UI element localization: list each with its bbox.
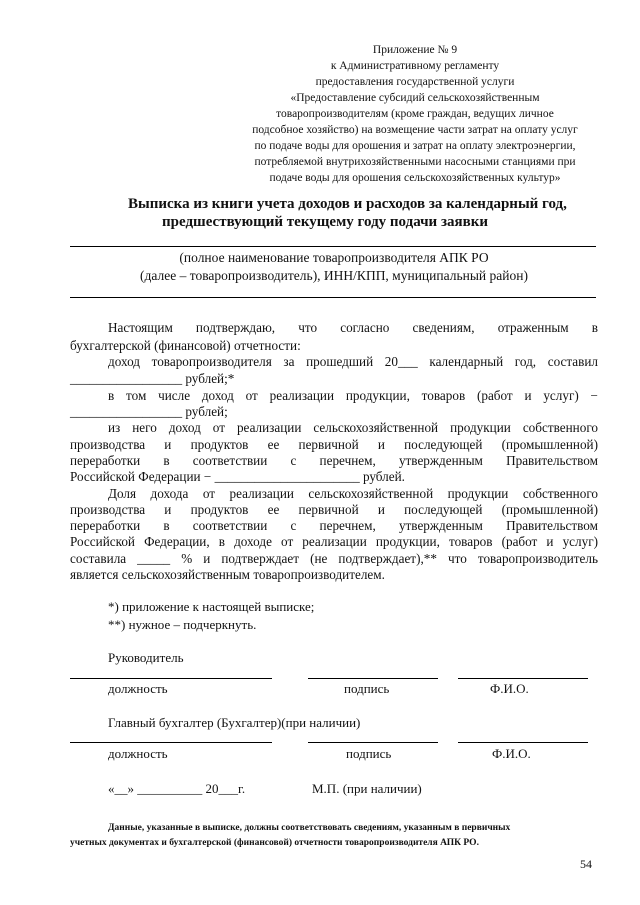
header-line: Приложение № 9 — [372, 44, 458, 56]
body-line: составила _____ % и подтверждает (не подтверждает),** что товаропроизводитель — [70, 551, 598, 566]
accountant-signature-caption: подпись — [346, 746, 392, 761]
footer-note-line2: учетных документах и бухгалтерской (финансовой) отчетности товаропроизводителя АПК РО. — [70, 838, 479, 848]
document-title: Выписка из книги учета доходов и расходов за календарный год, — [128, 196, 567, 212]
header-line: к Административному регламенту — [330, 60, 500, 72]
stamp-placeholder: М.П. (при наличии) — [312, 781, 422, 796]
head-label: Руководитель — [108, 650, 184, 665]
body-line: производства и продуктов ее первичной и последующей (промышленной) — [70, 502, 598, 517]
producer-name-line — [70, 246, 596, 247]
head-fio-caption: Ф.И.О. — [490, 681, 529, 696]
head-position-line — [70, 678, 272, 679]
header-line: «Предоставление субсидий сельскохозяйственным — [290, 92, 540, 104]
footnote-underline: **) нужное – подчеркнуть. — [108, 617, 257, 632]
page-number: 54 — [580, 857, 592, 871]
body-paragraph-2: доход товаропроизводителя за прошедший 20___ календарный год, составил — [108, 354, 598, 369]
head-fio-line — [458, 678, 588, 679]
body-line: бухгалтерской (финансовой) отчетности: — [70, 338, 301, 353]
accountant-signature-line — [308, 742, 438, 743]
body-paragraph-4: из него доход от реализации сельскохозяйственной продукции собственного — [108, 420, 598, 435]
header-line: по подаче воды для орошения и затрат на оплату электроэнергии, — [254, 140, 576, 152]
header-line: предоставления государственной услуги — [315, 76, 515, 88]
head-signature-caption: подпись — [344, 681, 390, 696]
accountant-fio-caption: Ф.И.О. — [492, 746, 531, 761]
body-paragraph-5: Доля дохода от реализации сельскохозяйственной продукции собственного — [108, 486, 598, 501]
head-position-caption: должность — [108, 681, 168, 696]
body-line: Российской Федерации − ______________________ рублей. — [70, 469, 405, 484]
producer-caption: (полное наименование товаропроизводителя АПК РО — [179, 250, 489, 265]
header-line: товаропроизводителям (кроме граждан, ведущих личное — [276, 108, 554, 120]
body-line: производства и продуктов ее первичной и последующей (промышленной) — [70, 437, 598, 452]
accountant-fio-line — [458, 742, 588, 743]
body-line: Российской Федерации, в доходе от реализации продукции, товаров (работ и услуг) — [70, 534, 598, 549]
body-line: переработки в соответствии с перечнем, утвержденным Правительством — [70, 453, 598, 468]
accountant-position-line — [70, 742, 272, 743]
producer-caption-line2: (далее – товаропроизводитель), ИНН/КПП, муниципальный район) — [140, 268, 528, 283]
chief-accountant-label: Главный бухгалтер (Бухгалтер)(при наличии) — [108, 715, 361, 730]
body-line: переработки в соответствии с перечнем, утвержденным Правительством — [70, 518, 598, 533]
footer-note: Данные, указанные в выписке, должны соответствовать сведениям, указанным в первичных — [108, 823, 511, 833]
body-paragraph-3: в том числе доход от реализации продукции, товаров (работ и услуг) − — [108, 388, 598, 403]
accountant-position-caption: должность — [108, 746, 168, 761]
body-line: _________________ рублей; — [70, 404, 228, 419]
producer-details-line — [70, 297, 596, 298]
date-field: «__» __________ 20___г. — [108, 781, 246, 796]
header-line: потребляемой внутрихозяйственными насосными станциями при — [254, 156, 576, 168]
body-paragraph-1: Настоящим подтверждаю, что согласно сведениям, отраженным в — [108, 320, 598, 335]
body-line: является сельскохозяйственным товаропроизводителем. — [70, 567, 385, 582]
body-line: _________________ рублей;* — [70, 371, 235, 386]
header-line: подаче воды для орошения сельскохозяйственных культур» — [269, 172, 561, 184]
header-line: подсобное хозяйство) на возмещение части затрат на оплату услуг — [252, 124, 578, 136]
document-title-line2: предшествующий текущему году подачи заявки — [162, 214, 488, 230]
footnote-attachment: *) приложение к настоящей выписке; — [108, 599, 315, 614]
head-signature-line — [308, 678, 438, 679]
